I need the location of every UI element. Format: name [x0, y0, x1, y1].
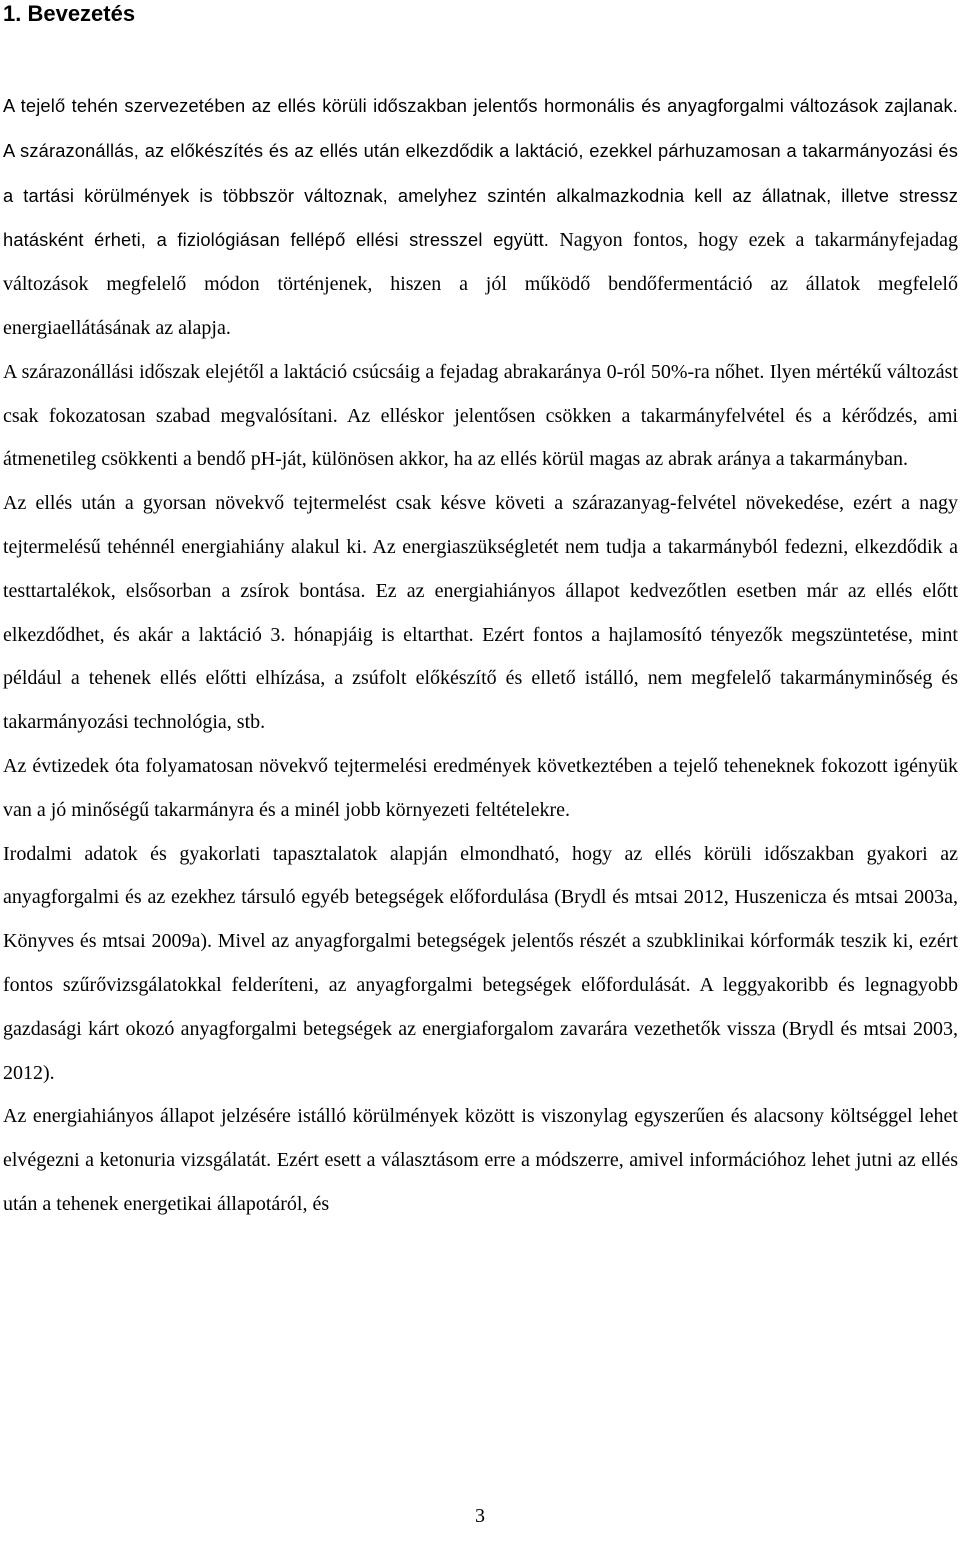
paragraph-text: Az évtizedek óta folyamatosan növekvő tejtermelési eredmények következtében a tejelő teheneknek fokozott igényük van a jó minőségű takarmányra és a minél jobb környezeti feltételekre.: [3, 754, 958, 821]
paragraph: [3, 84, 958, 351]
paragraph-text: Nagyon fontos, hogy ezek a takarmányfejadag változások megfelelő módon történjenek, hiszen a jól működő bendőfermentáció az állatok megfelelő energiaellátásának az alapja.: [3, 229, 958, 339]
paragraph: [3, 833, 958, 1096]
body-text: [3, 84, 958, 1227]
paragraph-text: A szárazonállási időszak elejétől a laktáció csúcsáig a fejadag abrakaránya 0-ról 50%-ra nőhet. Ilyen mértékű változást csak fokozatosan szabad megvalósítani. Az elléskor jelentősen csökken a takarmányfelvétel és a kérődzés, ami átmenetileg csökkenti a bendő pH-ját, különösen akkor, ha az ellés körül magas az abrak aránya a takarmányban.: [3, 360, 958, 471]
section-heading: 1. Bevezetés: [3, 1, 136, 26]
paragraph: [3, 745, 958, 833]
paragraph-text: Az ellés után a gyorsan növekvő tejtermelést csak késve követi a szárazanyag-felvétel növekedése, ezért a nagy tejtermelésű tehénnél energiahiány alakul ki. Az energiaszükségletét nem tudja a takarmányból fedezni, elkezdődik a testtartalékok, elsősorban a zsírok bontása. Ez az energiahiányos állapot kedvezőtlen esetben már az ellés előtt elkezdődhet, és akár a laktáció 3. hónapjáig is eltarthat. Ezért fontos a hajlamosító tényezők megszüntetése, mint például a tehenek ellés előtti elhízása, a zsúfolt előkészítő és ellető istálló, nem megfelelő takarmányminőség és takarmányozási technológia, stb.: [3, 492, 958, 734]
paragraph-text: Irodalmi adatok és gyakorlati tapasztalatok alapján elmondható, hogy az ellés körüli időszakban gyakori az anyagforgalmi és az ezekhez társuló egyéb betegségek előfordulása (Brydl és mtsai 2012, Huszenicza és mtsai 2003a, Könyves és mtsai 2009a). Mivel az anyagforgalmi betegségek jelentős részét a szubklinikai kórformák teszik ki, ezért fontos szűrővizsgálatokkal felderíteni, az anyagforgalmi betegségek előfordulását. A leggyakoribb és legnagyobb gazdasági kárt okozó anyagforgalmi betegségek az energiaforgalom zavarára vezethetők vissza (Brydl és mtsai 2003, 2012).: [3, 842, 958, 1084]
paragraph: [3, 351, 958, 482]
paragraph: [3, 482, 958, 745]
paragraph-text-sans: A tejelő tehén szervezetében az ellés körüli időszakban jelentős hormonális és anyagforgalmi változások zajlanak. A szárazonállás, az előkészítés és az ellés után elkezdődik a laktáció, ezekkel párhuzamosan a takarmányozási és a tartási körülmények is többször változnak, amelyhez szintén alkalmazkodnia kell az állatnak, illetve stressz hatásként érheti, a fiziológiásan fellépő ellési stresszel együtt.: [3, 95, 958, 251]
paragraph-text: Az energiahiányos állapot jelzésére istálló körülmények között is viszonylag egyszerűen és alacsony költséggel lehet elvégezni a ketonuria vizsgálatát. Ezért esett a választásom erre a módszerre, amivel információhoz lehet jutni az ellés után a tehenek energetikai állapotáról, és: [3, 1105, 958, 1215]
paragraph: [3, 1095, 958, 1226]
page-number: 3: [475, 1505, 485, 1527]
